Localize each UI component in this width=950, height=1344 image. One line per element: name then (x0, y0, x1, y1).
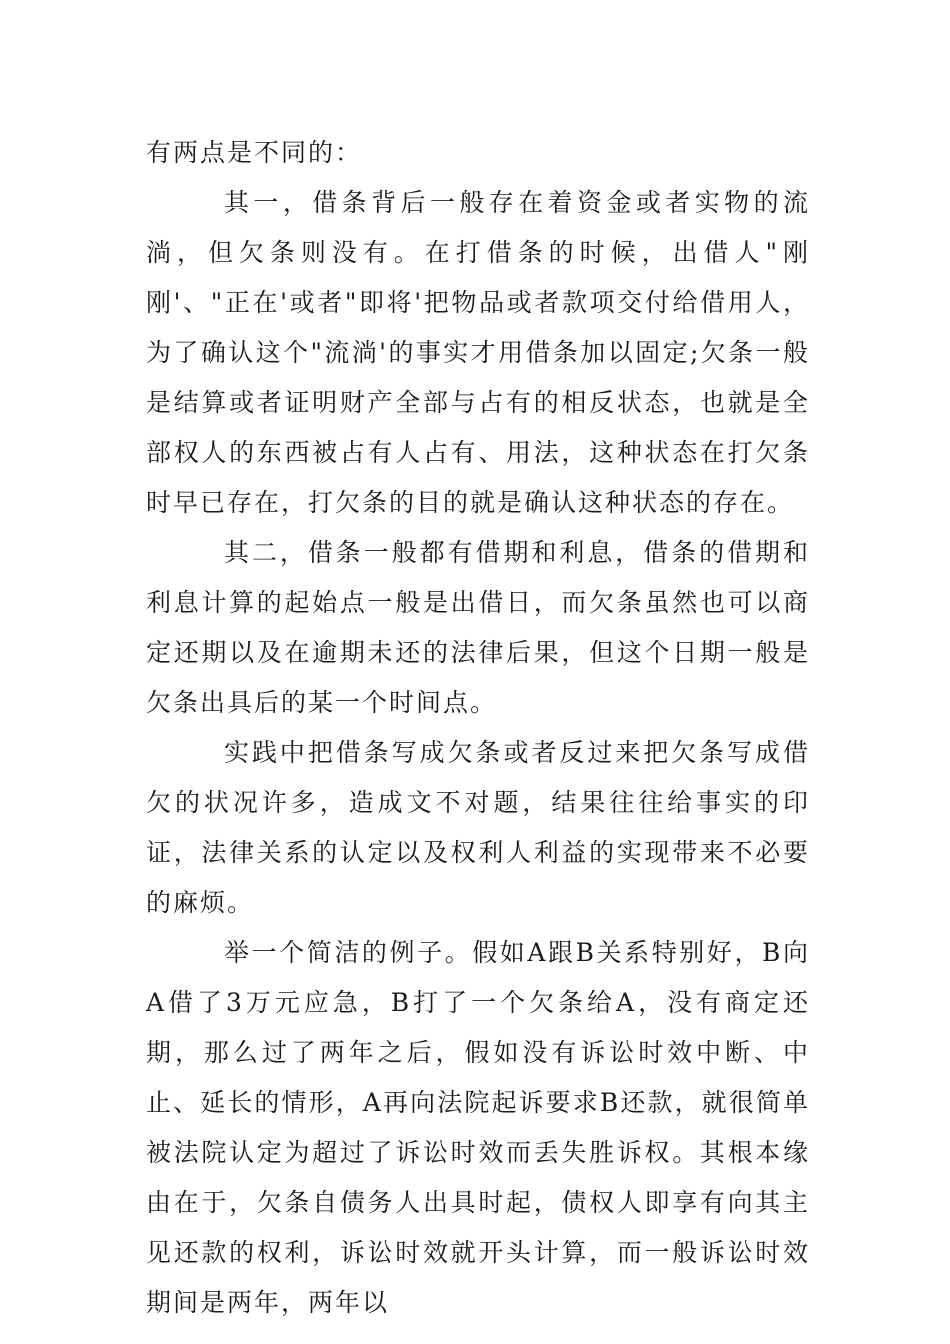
paragraph-second-point: 其二，借条一般都有借期和利息，借条的借期和利息计算的起始点一般是出借日，而欠条虽然也可以商定还期以及在逾期未还的法律后果，但这个日期一般是欠条出具后的某一个时间点。 (146, 538, 810, 717)
paragraph-continuation: 有两点是不同的： (146, 138, 363, 167)
document-body (146, 128, 810, 1328)
paragraph-practice: 实践中把借条写成欠条或者反过来把欠条写成借欠的状况许多，造成文不对题，结果往往给事实的印证，法律关系的认定以及权利人利益的实现带来不必要的麻烦。 (146, 738, 810, 917)
paragraph-first-point: 其一，借条背后一般存在着资金或者实物的流淌，但欠条则没有。在打借条的时候，出借人"刚刚'、"正在'或者"即将'把物品或者款项交付给借用人，为了确认这个"流淌'的事实才用借条加以固定;欠条一般是结算或者证明财产全部与占有的相反状态，也就是全部权人的东西被占有人占有、用法，这种状态在打欠条时早已存在，打欠条的目的就是确认这种状态的存在。 (146, 188, 810, 517)
paragraph-example: 举一个简洁的例子。假如A跟B关系特别好，B向A借了3万元应急，B打了一个欠条给A，没有商定还期，那么过了两年之后，假如没有诉讼时效中断、中止、延长的情形，A再向法院起诉要求B还款，就很简单被法院认定为超过了诉讼时效而丢失胜诉权。其根本缘由在于，欠条自债务人出具时起，债权人即享有向其主见还款的权利，诉讼时效就开头计算，而一般诉讼时效期间是两年，两年以 (146, 938, 810, 1317)
